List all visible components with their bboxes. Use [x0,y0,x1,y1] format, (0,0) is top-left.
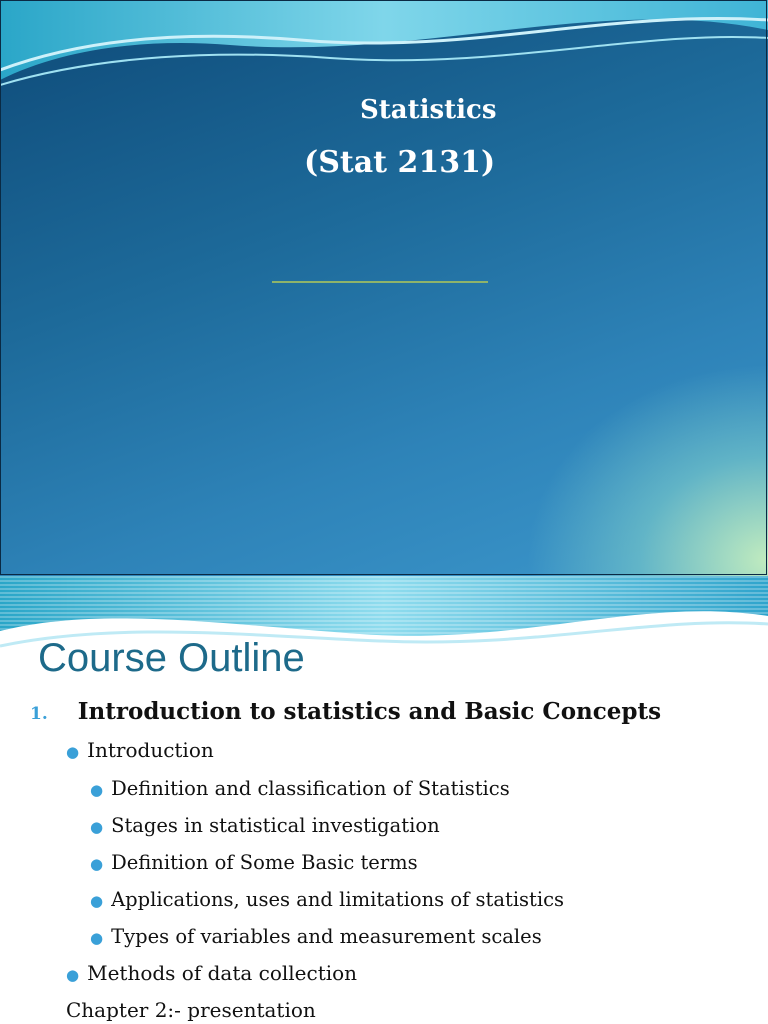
chapter-2-item: Chapter 2:- presentation [66,998,316,1022]
list-item [90,925,542,948]
outline-heading: Course Outline [38,636,305,680]
list-item [90,888,564,911]
bullet-icon: ● [90,818,104,836]
bullet-icon: ● [90,929,104,947]
title-divider [272,281,488,283]
chapter-title: Introduction to statistics and Basic Concepts [77,698,662,725]
bullet-icon: ● [66,966,80,984]
list-item-label: Types of variables and measurement scales [111,925,542,948]
list-item-label: Stages in statistical investigation [111,814,440,837]
list-item [90,851,418,874]
list-item-label: Methods of data collection [87,961,358,985]
list-item [66,738,214,762]
chapter-number: 1. [30,704,48,724]
bullet-icon: ● [90,892,104,910]
chapter-1-item [30,698,661,725]
bullet-icon: ● [66,743,80,761]
list-item-label: Definition and classification of Statistics [111,777,510,800]
bullet-icon: ● [90,781,104,799]
bullet-icon: ● [90,855,104,873]
list-item [90,814,440,837]
list-item-label: Definition of Some Basic terms [111,851,418,874]
list-item [90,777,510,800]
list-item-label: Introduction [87,738,214,762]
list-item-label: Applications, uses and limitations of statistics [111,888,565,911]
slide-subtitle: (Stat 2131) [304,145,496,180]
slide-title: Statistics [360,95,497,125]
outline-slide [0,576,768,1024]
list-item [66,961,357,985]
decorative-wave-top [0,0,768,100]
